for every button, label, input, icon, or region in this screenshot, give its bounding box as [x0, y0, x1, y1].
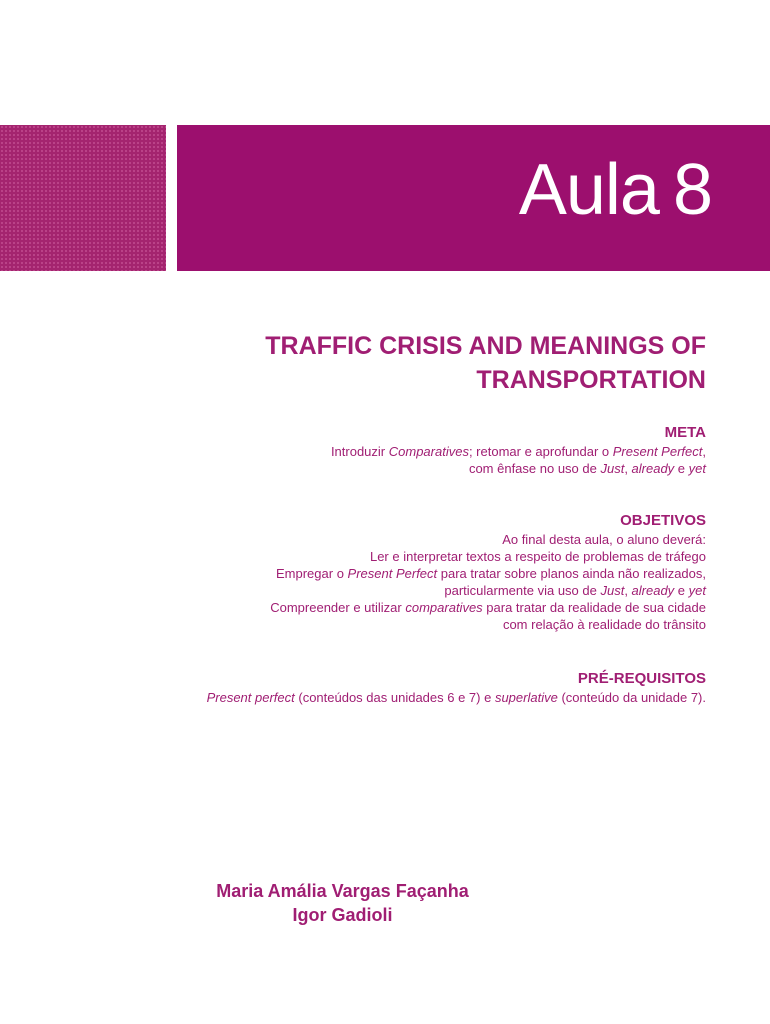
prerequisitos-text	[207, 689, 706, 706]
objetivos-label: OBJETIVOS	[620, 512, 706, 529]
meta-label: META	[664, 424, 706, 441]
lesson-number-title	[518, 150, 712, 230]
author-1: Maria Amália Vargas Façanha	[216, 881, 469, 901]
lesson-title-line-2: TRANSPORTATION	[476, 366, 706, 394]
objetivos-intro: Ao final desta aula, o aluno deverá:	[502, 532, 706, 547]
objetivos-item-2: Empregar o Present Perfect para tratar sobre planos ainda não realizados,	[276, 566, 706, 581]
authors	[170, 879, 515, 927]
objetivos-item-3: Compreender e utilizar comparatives para tratar da realidade de sua cidade	[270, 600, 706, 615]
objetivos-item-1: Ler e interpretar textos a respeito de problemas de tráfego	[369, 549, 706, 564]
meta-line-1: Introduzir Comparatives; retomar e aprofundar o Present Perfect,	[330, 444, 706, 459]
author-2: Igor Gadioli	[292, 905, 393, 925]
objetivos-text	[270, 531, 706, 633]
prerequisitos-label: PRÉ-REQUISITOS	[577, 670, 706, 687]
lesson-banner	[177, 125, 770, 271]
lesson-title-line-1: TRAFFIC CRISIS AND MEANINGS OF	[265, 332, 706, 360]
objetivos-item-3-cont: com relação à realidade do trânsito	[502, 617, 706, 632]
lesson-word: Aula	[518, 150, 659, 230]
meta-line-2: com ênfase no uso de Just, already e yet	[468, 461, 706, 476]
decorative-pattern-block	[0, 125, 166, 271]
prerequisitos-line: Present perfect (conteúdos das unidades 6 e 7) e superlative (conteúdo da unidade 7).	[206, 690, 706, 705]
objetivos-item-2-cont: particularmente via uso de Just, already e yet	[444, 583, 706, 598]
meta-text	[331, 443, 706, 477]
lesson-title	[146, 329, 706, 397]
lesson-number: 8	[672, 150, 712, 230]
